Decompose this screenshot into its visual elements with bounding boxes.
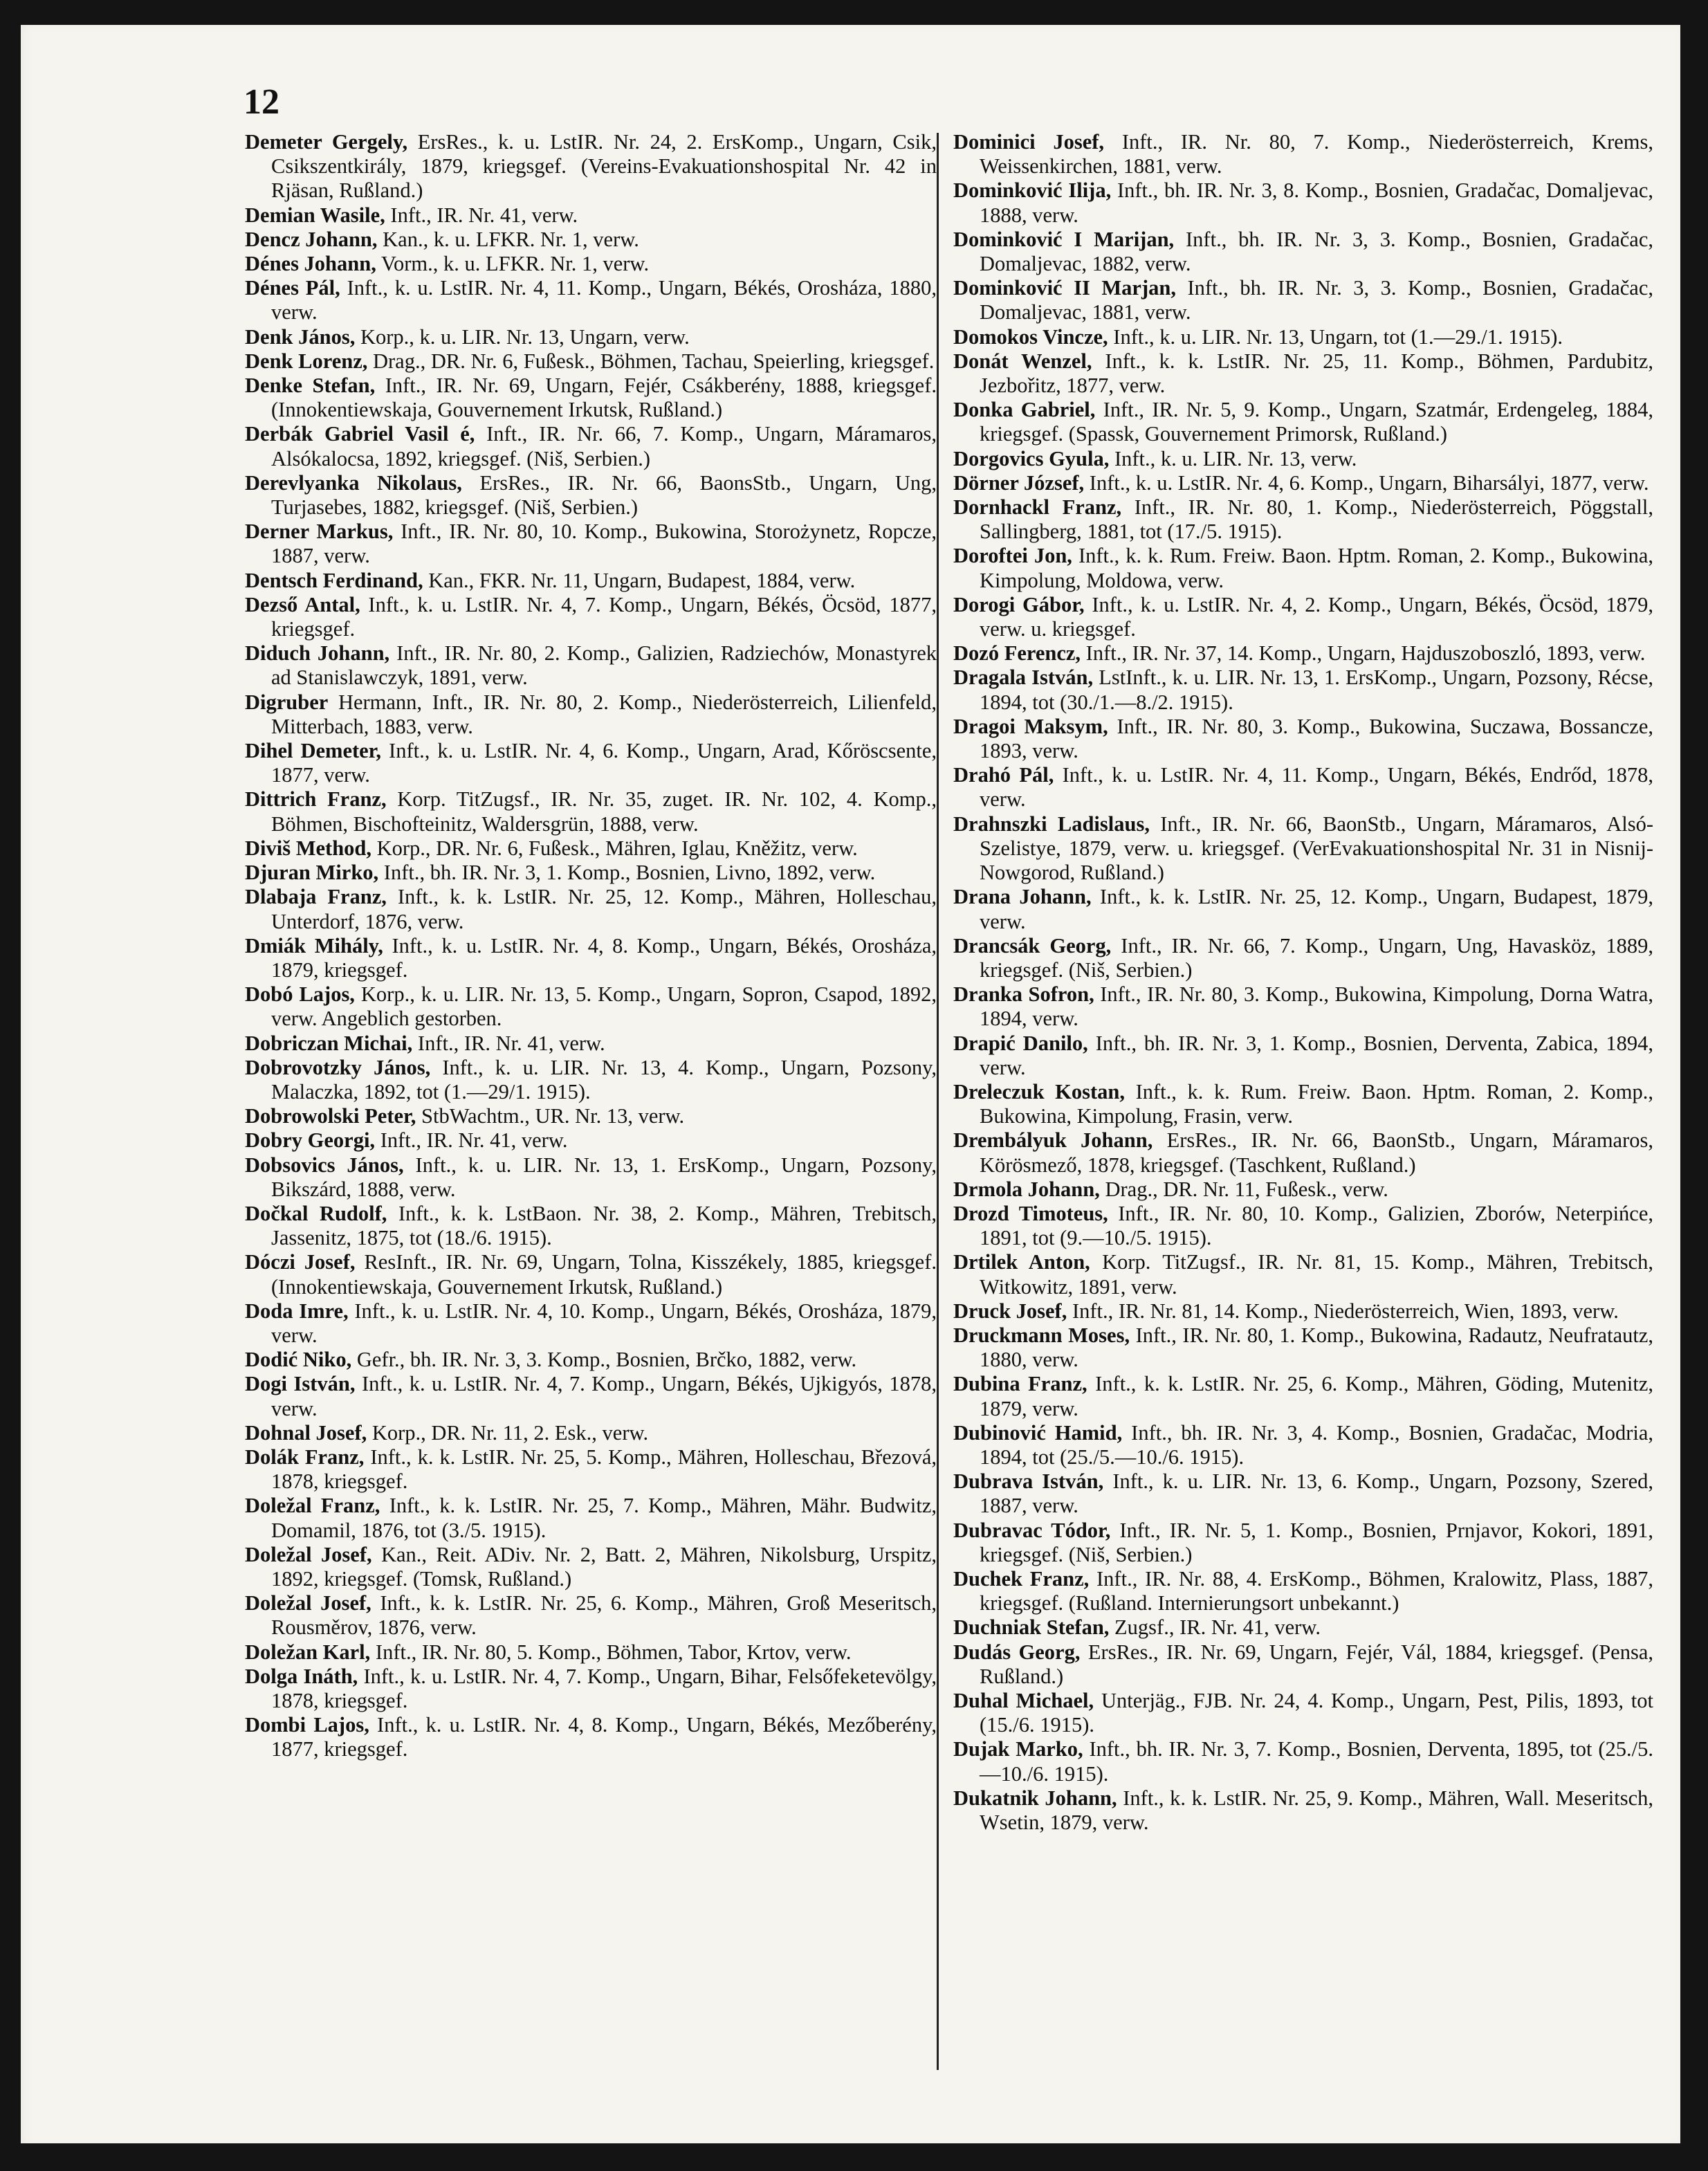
entry-details: ErsRes., IR. Nr. 66, BaonStb., Ungarn, Máramaros, Körösmező, 1878, kriegsgef. (Taschkent, Rußland.)	[980, 1128, 1653, 1177]
entry-details: Inft., k. k. LstIR. Nr. 25, 12. Komp., Ungarn, Budapest, 1879, verw.	[980, 885, 1653, 933]
register-entry	[245, 1202, 937, 1250]
entry-name: Dobó Lajos,	[245, 982, 355, 1007]
entry-name: Donát Wenzel,	[953, 349, 1092, 373]
register-entry	[953, 1421, 1653, 1469]
register-entry	[245, 1104, 937, 1128]
register-entry	[245, 252, 937, 276]
entry-name: Duchniak Stefan,	[953, 1615, 1110, 1640]
entry-name: Doležal Josef,	[245, 1542, 372, 1566]
entry-name: Dominici Josef,	[953, 130, 1105, 154]
entry-details: Inft., bh. IR. Nr. 3, 3. Komp., Bosnien, Gradačac, Domaljevac, 1881, verw.	[980, 276, 1653, 324]
register-entry	[953, 1737, 1653, 1786]
register-entry	[953, 447, 1653, 471]
register-entry	[953, 1178, 1653, 1202]
entry-details: Inft., k. u. LIR. Nr. 13, Ungarn, tot (1.—29./1. 1915).	[1108, 324, 1563, 349]
entry-details: Inft., IR. Nr. 5, 9. Komp., Ungarn, Szatmár, Erdengeleg, 1884, kriegsgef. (Spassk, Gouvernement Primorsk, Rußland.)	[980, 398, 1653, 446]
entry-name: Dornhackl Franz,	[953, 495, 1122, 520]
entry-name: Dogi István,	[245, 1372, 356, 1396]
register-entry	[953, 1323, 1653, 1372]
entry-details: Inft., bh. IR. Nr. 3, 8. Komp., Bosnien, Gradačac, Domaljevac, 1888, verw.	[980, 178, 1653, 227]
entry-name: Dudás Georg,	[953, 1640, 1081, 1664]
entry-details: Korp. TitZugsf., IR. Nr. 81, 15. Komp., Mähren, Trebitsch, Witkowitz, 1891, verw.	[980, 1250, 1654, 1299]
register-entry	[245, 520, 937, 568]
entry-details: Korp. TitZugsf., IR. Nr. 35, zuget. IR. Nr. 102, 4. Komp., Böhmen, Bischofteinitz, Waldersgrün, 1888, verw.	[271, 787, 937, 836]
entry-details: Zugsf., IR. Nr. 41, verw.	[1109, 1615, 1321, 1640]
register-entry	[953, 763, 1653, 812]
right-column	[953, 130, 1653, 1835]
register-entry	[953, 471, 1653, 495]
register-entry	[953, 1250, 1653, 1299]
register-entry	[953, 495, 1653, 544]
entry-name: Djuran Mirko,	[245, 861, 379, 885]
register-entry	[953, 276, 1653, 324]
entry-details: Inft., k. k. LstBaon. Nr. 38, 2. Komp., Mähren, Trebitsch, Jassenitz, 1875, tot (18./6. 1915).	[271, 1201, 937, 1250]
register-entry	[245, 422, 937, 470]
register-entry	[245, 1421, 937, 1445]
entry-name: Dranka Sofron,	[953, 982, 1094, 1007]
entry-details: Inft., bh. IR. Nr. 3, 3. Komp., Bosnien, Gradačac, Domaljevac, 1882, verw.	[980, 227, 1653, 276]
entry-details: Inft., k. u. LIR. Nr. 13, 6. Komp., Ungarn, Pozsony, Szered, 1887, verw.	[980, 1469, 1653, 1518]
entry-name: Doležan Karl,	[245, 1640, 371, 1664]
entry-name: Drozd Timoteus,	[953, 1201, 1108, 1225]
entry-details: Inft., k. k. LstIR. Nr. 25, 7. Komp., Mähren, Mähr. Budwitz, Domamil, 1876, tot (3./5. 1915).	[271, 1494, 937, 1542]
entry-details: Vorm., k. u. LFKR. Nr. 1, verw.	[376, 252, 650, 276]
entry-details: Inft., IR. Nr. 80, 5. Komp., Böhmen, Tabor, Krtov, verw.	[370, 1640, 852, 1664]
entry-name: Dmiák Mihály,	[245, 933, 383, 958]
entry-name: Dörner József,	[953, 470, 1085, 495]
entry-details: Inft., k. k. LstIR. Nr. 25, 6. Komp., Mähren, Göding, Mutenitz, 1879, verw.	[980, 1372, 1653, 1420]
entry-name: Dóczi Josef,	[245, 1250, 356, 1274]
entry-name: Diviš Method,	[245, 836, 371, 860]
entry-details: Inft., k. u. LstIR. Nr. 4, 11. Komp., Ungarn, Békés, Orosháza, 1880, verw.	[271, 276, 937, 324]
register-entry	[245, 1372, 937, 1420]
entry-name: Dobriczan Michai,	[245, 1031, 413, 1055]
entry-details: Drag., DR. Nr. 6, Fußesk., Böhmen, Tachau, Speierling, kriegsgef.	[367, 349, 935, 373]
entry-details: Inft., IR. Nr. 41, verw.	[385, 203, 578, 227]
entry-name: Dragoi Maksym,	[953, 714, 1108, 738]
entry-details: Inft., k. k. LstIR. Nr. 25, 5. Komp., Mähren, Holleschau, Březová, 1878, kriegsgef.	[271, 1445, 937, 1494]
entry-name: Demian Wasile,	[245, 203, 385, 227]
register-entry	[245, 690, 937, 739]
entry-name: Dominković Ilija,	[953, 178, 1112, 203]
column-divider	[937, 133, 939, 2070]
entry-name: Dorogi Gábor,	[953, 592, 1085, 616]
entry-name: Dujak Marko,	[953, 1737, 1083, 1761]
register-entry	[245, 471, 937, 520]
entry-name: Dreleczuk Kostan,	[953, 1079, 1125, 1103]
register-entry	[245, 934, 937, 982]
entry-details: Inft., k. u. LstIR. Nr. 4, 2. Komp., Ungarn, Békés, Öcsöd, 1879, verw. u. kriegsgef.	[980, 592, 1653, 641]
entry-details: Inft., IR. Nr. 5, 1. Komp., Bosnien, Prnjavor, Kokori, 1891, kriegsgef. (Niš, Serbien.)	[980, 1518, 1653, 1566]
entry-name: Dodić Niko,	[245, 1348, 352, 1372]
entry-details: StbWachtm., UR. Nr. 13, verw.	[416, 1104, 685, 1128]
entry-name: Dihel Demeter,	[245, 739, 382, 763]
entry-details: Inft., k. u. LstIR. Nr. 4, 7. Komp., Ungarn, Békés, Ujkigyós, 1878, verw.	[271, 1372, 937, 1420]
register-entry	[245, 885, 937, 933]
entry-name: Dénes Pál,	[245, 276, 340, 300]
register-entry	[245, 1299, 937, 1348]
register-entry	[245, 1056, 937, 1104]
register-entry	[245, 1543, 937, 1591]
entry-name: Domokos Vincze,	[953, 324, 1108, 349]
register-entry	[245, 325, 937, 349]
entry-name: Dozó Ferencz,	[953, 641, 1081, 666]
entry-details: Inft., k. u. LIR. Nr. 13, verw.	[1109, 446, 1357, 470]
entry-name: Drmola Johann,	[953, 1177, 1100, 1201]
entry-name: Dittrich Franz,	[245, 787, 387, 812]
entry-details: Unterjäg., FJB. Nr. 24, 4. Komp., Ungarn, Pest, Pilis, 1893, tot (15./6. 1915).	[980, 1689, 1653, 1737]
register-entry	[245, 1591, 937, 1640]
register-entry	[245, 1128, 937, 1153]
entry-details: Inft., IR. Nr. 66, 7. Komp., Ungarn, Ung, Havasköz, 1889, kriegsgef. (Niš, Serbien.)	[980, 933, 1653, 982]
entry-name: Dobsovics János,	[245, 1153, 404, 1177]
entry-details: Inft., k. u. LIR. Nr. 13, 4. Komp., Ungarn, Pozsony, Malaczka, 1892, tot (1.—29/1. 1915).	[271, 1055, 937, 1103]
entry-name: Donka Gabriel,	[953, 398, 1096, 422]
entry-name: Dominković II Marjan,	[953, 276, 1176, 300]
entry-details: Inft., bh. IR. Nr. 3, 4. Komp., Bosnien, Gradačac, Modria, 1894, tot (25./5.—10./6. 1915).	[980, 1420, 1653, 1469]
entry-name: Dragala István,	[953, 666, 1094, 690]
entry-details: Inft., IR. Nr. 41, verw.	[375, 1128, 568, 1153]
entry-name: Doroftei Jon,	[953, 544, 1072, 568]
entry-name: Dezső Antal,	[245, 592, 360, 616]
register-entry	[245, 349, 937, 374]
register-entry	[953, 325, 1653, 349]
register-entry	[953, 1615, 1653, 1640]
register-entry	[953, 1640, 1653, 1689]
register-entry	[953, 1128, 1653, 1177]
register-entry	[953, 1202, 1653, 1250]
entry-details: Korp., k. u. LIR. Nr. 13, Ungarn, verw.	[355, 324, 690, 349]
entry-details: Kan., FKR. Nr. 11, Ungarn, Budapest, 1884, verw.	[423, 568, 856, 592]
entry-details: Inft., k. k. LstIR. Nr. 25, 6. Komp., Mähren, Groß Meseritsch, Rousměrov, 1876, verw.	[271, 1591, 937, 1640]
entry-name: Drtilek Anton,	[953, 1250, 1090, 1274]
entry-name: Dohnal Josef,	[245, 1420, 367, 1445]
entry-details: Inft., IR. Nr. 66, BaonStb., Ungarn, Máramaros, Alsó-Szelistye, 1879, verw. u. kriegsgef. (VerEvakuationshospital Nr. 31 in Nisnij-Nowgorod, Rußland.)	[980, 812, 1653, 885]
register-entry	[953, 544, 1653, 592]
register-entry	[245, 641, 937, 690]
entry-name: Drahnszki Ladislaus,	[953, 812, 1150, 836]
register-entry	[953, 1080, 1653, 1128]
register-entry	[245, 1153, 937, 1202]
entry-name: Dubravac Tódor,	[953, 1518, 1111, 1542]
entry-details: Inft., k. u. LstIR. Nr. 4, 10. Komp., Ungarn, Békés, Orosháza, 1879, verw.	[271, 1299, 937, 1347]
register-entry	[953, 715, 1653, 763]
register-entry	[245, 1250, 937, 1299]
entry-name: Diduch Johann,	[245, 641, 390, 666]
register-entry	[245, 1640, 937, 1665]
entry-details: Kan., Reit. ADiv. Nr. 2, Batt. 2, Mähren, Nikolsburg, Urspitz, 1892, kriegsgef. (Tomsk, Rußland.)	[271, 1542, 937, 1591]
scan-border-top	[0, 0, 1708, 25]
entry-details: Inft., IR. Nr. 66, 7. Komp., Ungarn, Máramaros, Alsókalocsa, 1892, kriegsgef. (Niš, Serbien.)	[271, 422, 937, 470]
scan-border-right	[1680, 0, 1708, 2171]
entry-details: Inft., k. u. LIR. Nr. 13, 1. ErsKomp., Ungarn, Pozsony, Bikszárd, 1888, verw.	[271, 1153, 937, 1201]
entry-details: Korp., DR. Nr. 11, 2. Esk., verw.	[367, 1420, 649, 1445]
entry-details: Inft., k. u. LstIR. Nr. 4, 8. Komp., Ungarn, Békés, Orosháza, 1879, kriegsgef.	[271, 933, 937, 982]
entry-details: Inft., IR. Nr. 41, verw.	[412, 1031, 605, 1055]
register-entry	[953, 130, 1653, 178]
entry-details: Inft., k. k. LstIR. Nr. 25, 9. Komp., Mähren, Wall. Meseritsch, Wsetin, 1879, verw.	[980, 1786, 1653, 1835]
register-entry	[245, 374, 937, 422]
entry-details: Gefr., bh. IR. Nr. 3, 3. Komp., Bosnien, Brčko, 1882, verw.	[351, 1348, 857, 1372]
entry-details: Drag., DR. Nr. 11, Fußesk., verw.	[1099, 1177, 1388, 1201]
entry-name: Drana Johann,	[953, 885, 1092, 909]
entry-details: Inft., k. u. LstIR. Nr. 4, 6. Komp., Ungarn, Arad, Kőröscsente, 1877, verw.	[271, 739, 937, 787]
register-entry	[953, 812, 1653, 886]
entry-name: Dobry Georgi,	[245, 1128, 376, 1153]
entry-name: Dobrowolski Peter,	[245, 1104, 416, 1128]
entry-details: Inft., k. u. LstIR. Nr. 4, 6. Komp., Ungarn, Biharsályi, 1877, verw.	[1084, 470, 1649, 495]
entry-details: Inft., IR. Nr. 81, 14. Komp., Niederösterreich, Wien, 1893, verw.	[1067, 1299, 1619, 1323]
entry-name: Derner Markus,	[245, 520, 394, 544]
entry-name: Druck Josef,	[953, 1299, 1067, 1323]
entry-name: Dočkal Rudolf,	[245, 1201, 387, 1225]
register-entry	[953, 178, 1653, 227]
entry-name: Dukatnik Johann,	[953, 1786, 1117, 1810]
entry-name: Doležal Josef,	[245, 1591, 371, 1615]
entry-name: Dubrava István,	[953, 1469, 1104, 1494]
entry-details: Inft., IR. Nr. 80, 1. Komp., Niederösterreich, Pöggstall, Sallingberg, 1881, tot (17./5. 1915).	[980, 495, 1653, 544]
entry-details: Inft., k. u. LstIR. Nr. 4, 7. Komp., Ungarn, Békés, Öcsöd, 1877, kriegsgef.	[271, 592, 937, 641]
entry-name: Denk Lorenz,	[245, 349, 368, 373]
register-entry	[245, 569, 937, 593]
scan-border-bottom	[0, 2143, 1708, 2171]
entry-details: Inft., IR. Nr. 37, 14. Komp., Ungarn, Hajduszoboszló, 1893, verw.	[1081, 641, 1646, 666]
entry-name: Dubinović Hamid,	[953, 1420, 1123, 1445]
register-entry	[245, 228, 937, 252]
entry-name: Dentsch Ferdinand,	[245, 568, 423, 592]
register-entry	[953, 1689, 1653, 1737]
entry-name: Dlabaja Franz,	[245, 885, 387, 909]
entry-details: ErsRes., IR. Nr. 69, Ungarn, Fejér, Vál, 1884, kriegsgef. (Pensa, Rußland.)	[980, 1640, 1653, 1688]
register-entry	[953, 1519, 1653, 1567]
entry-name: Digruber	[245, 690, 329, 714]
register-entry	[953, 1299, 1653, 1323]
register-entry	[953, 885, 1653, 933]
entry-details: Hermann, Inft., IR. Nr. 80, 2. Komp., Niederösterreich, Lilienfeld, Mitterbach, 1883, verw.	[271, 690, 937, 738]
entry-name: Dolga Ináth,	[245, 1664, 358, 1688]
entry-name: Drahó Pál,	[953, 763, 1054, 787]
entry-details: Inft., IR. Nr. 80, 2. Komp., Galizien, Radziechów, Monastyrek ad Stanislawczyk, 1891, verw.	[271, 641, 937, 690]
register-entry	[953, 1032, 1653, 1080]
register-entry	[245, 982, 937, 1031]
entry-name: Dorgovics Gyula,	[953, 446, 1110, 470]
register-entry	[953, 349, 1653, 398]
entry-name: Dobrovotzky János,	[245, 1055, 431, 1079]
entry-name: Derevlyanka Nikolaus,	[245, 470, 462, 495]
left-column	[245, 130, 937, 1762]
entry-details: Inft., k. k. LstIR. Nr. 25, 12. Komp., Mähren, Holleschau, Unterdorf, 1876, verw.	[271, 885, 937, 933]
register-entry	[245, 1713, 937, 1761]
entry-name: Dénes Johann,	[245, 252, 376, 276]
register-entry	[245, 1032, 937, 1056]
entry-details: Korp., DR. Nr. 6, Fußesk., Mähren, Iglau, Kněžitz, verw.	[371, 836, 858, 860]
entry-details: ErsRes., IR. Nr. 66, BaonsStb., Ungarn, Ung, Turjasebes, 1882, kriegsgef. (Niš, Serbien.)	[271, 470, 937, 520]
entry-name: Drancsák Georg,	[953, 933, 1112, 958]
entry-name: Dencz Johann,	[245, 227, 378, 251]
entry-details: LstInft., k. u. LIR. Nr. 13, 1. ErsKomp., Ungarn, Pozsony, Récse, 1894, tot (30./1.—8./2. 1915).	[980, 666, 1653, 714]
entry-details: Inft., IR. Nr. 69, Ungarn, Fejér, Csákberény, 1888, kriegsgef. (Innokentiewskaja, Gouvernement Irkutsk, Rußland.)	[271, 374, 937, 422]
entry-details: Inft., IR. Nr. 80, 1. Komp., Bukowina, Radautz, Neufratautz, 1880, verw.	[980, 1323, 1653, 1372]
register-entry	[953, 982, 1653, 1031]
register-entry	[953, 666, 1653, 714]
entry-name: Dubina Franz,	[953, 1372, 1087, 1396]
scan-border-left	[0, 0, 21, 2171]
entry-name: Dombi Lajos,	[245, 1713, 369, 1737]
entry-name: Druckmann Moses,	[953, 1323, 1130, 1347]
entry-name: Doda Imre,	[245, 1299, 349, 1323]
entry-details: Inft., IR. Nr. 80, 10. Komp., Galizien, Zborów, Neterpińce, 1891, tot (9.—10./5. 1915).	[980, 1201, 1653, 1250]
entry-name: Derbák Gabriel Vasil é,	[245, 422, 475, 446]
entry-details: Inft., k. k. Rum. Freiw. Baon. Hptm. Roman, 2. Komp., Bukowina, Kimpolung, Frasin, verw.	[980, 1079, 1653, 1128]
entry-name: Denk János,	[245, 324, 356, 349]
entry-details: Inft., bh. IR. Nr. 3, 7. Komp., Bosnien, Derventa, 1895, tot (25./5.—10./6. 1915).	[980, 1737, 1653, 1786]
register-entry	[953, 1372, 1653, 1420]
register-entry	[953, 228, 1653, 276]
entry-name: Doležal Franz,	[245, 1494, 380, 1518]
entry-name: Dominković I Marijan,	[953, 227, 1175, 251]
register-entry	[953, 398, 1653, 446]
register-entry	[245, 1445, 937, 1494]
entry-name: Dolák Franz,	[245, 1445, 365, 1469]
register-entry	[245, 1665, 937, 1713]
entry-name: Duhal Michael,	[953, 1689, 1094, 1712]
register-entry	[953, 934, 1653, 982]
register-entry	[953, 1567, 1653, 1615]
entry-details: Inft., k. u. LstIR. Nr. 4, 8. Komp., Ungarn, Békés, Mezőberény, 1877, kriegsgef.	[271, 1713, 937, 1761]
register-entry	[245, 1348, 937, 1372]
entry-details: Inft., IR. Nr. 80, 3. Komp., Bukowina, Kimpolung, Dorna Watra, 1894, verw.	[980, 982, 1653, 1031]
register-entry	[245, 739, 937, 787]
register-entry	[245, 836, 937, 861]
register-entry	[245, 203, 937, 228]
entry-details: Inft., IR. Nr. 80, 7. Komp., Niederösterreich, Krems, Weissenkirchen, 1881, verw.	[980, 130, 1653, 178]
entry-details: Inft., bh. IR. Nr. 3, 1. Komp., Bosnien, Livno, 1892, verw.	[378, 861, 876, 885]
entry-details: Inft., k. u. LstIR. Nr. 4, 11. Komp., Ungarn, Békés, Endrőd, 1878, verw.	[980, 763, 1653, 812]
entry-details: Inft., IR. Nr. 80, 10. Komp., Bukowina, Storożynetz, Ropcze, 1887, verw.	[271, 520, 937, 568]
entry-details: Kan., k. u. LFKR. Nr. 1, verw.	[377, 227, 639, 251]
entry-name: Denke Stefan,	[245, 374, 376, 398]
entry-details: Inft., k. u. LstIR. Nr. 4, 7. Komp., Ungarn, Bihar, Felsőfeketevölgy, 1878, kriegsgef.	[271, 1664, 937, 1712]
entry-name: Drapić Danilo,	[953, 1031, 1088, 1055]
entry-name: Demeter Gergely,	[245, 130, 408, 154]
register-entry	[953, 593, 1653, 641]
entry-name: Duchek Franz,	[953, 1566, 1090, 1591]
register-entry	[953, 1786, 1653, 1835]
page-number: 12	[244, 82, 279, 122]
register-entry	[245, 787, 937, 836]
register-entry	[245, 276, 937, 324]
entry-details: ErsRes., k. u. LstIR. Nr. 24, 2. ErsKomp., Ungarn, Csik, Csikszentkirály, 1879, kriegsgef. (Vereins-Evakuationshospital Nr. 42 in Rjäsan, Rußland.)	[271, 130, 937, 203]
register-entry	[245, 1494, 937, 1542]
entry-details: Inft., k. k. LstIR. Nr. 25, 11. Komp., Böhmen, Pardubitz, Jezbořitz, 1877, verw.	[980, 349, 1653, 398]
entry-details: Korp., k. u. LIR. Nr. 13, 5. Komp., Ungarn, Sopron, Csapod, 1892, verw. Angeblich gestorben.	[271, 982, 937, 1031]
register-entry	[953, 1469, 1653, 1518]
register-entry	[245, 130, 937, 203]
entry-details: Inft., k. k. Rum. Freiw. Baon. Hptm. Roman, 2. Komp., Bukowina, Kimpolung, Moldowa, verw.	[980, 544, 1653, 592]
entry-details: Inft., IR. Nr. 80, 3. Komp., Bukowina, Suczawa, Bossancze, 1893, verw.	[980, 714, 1653, 763]
entry-name: Drembályuk Johann,	[953, 1128, 1153, 1153]
entry-details: Inft., bh. IR. Nr. 3, 1. Komp., Bosnien, Derventa, Zabica, 1894, verw.	[980, 1031, 1654, 1079]
entry-details: Inft., IR. Nr. 88, 4. ErsKomp., Böhmen, Kralowitz, Plass, 1887, kriegsgef. (Rußland. Internierungsort unbekannt.)	[980, 1566, 1653, 1615]
register-entry	[245, 861, 937, 885]
register-entry	[953, 641, 1653, 666]
register-entry	[245, 593, 937, 641]
entry-details: ResInft., IR. Nr. 69, Ungarn, Tolna, Kisszékely, 1885, kriegsgef. (Innokentiewskaja, Gouvernement Irkutsk, Rußland.)	[271, 1250, 937, 1299]
